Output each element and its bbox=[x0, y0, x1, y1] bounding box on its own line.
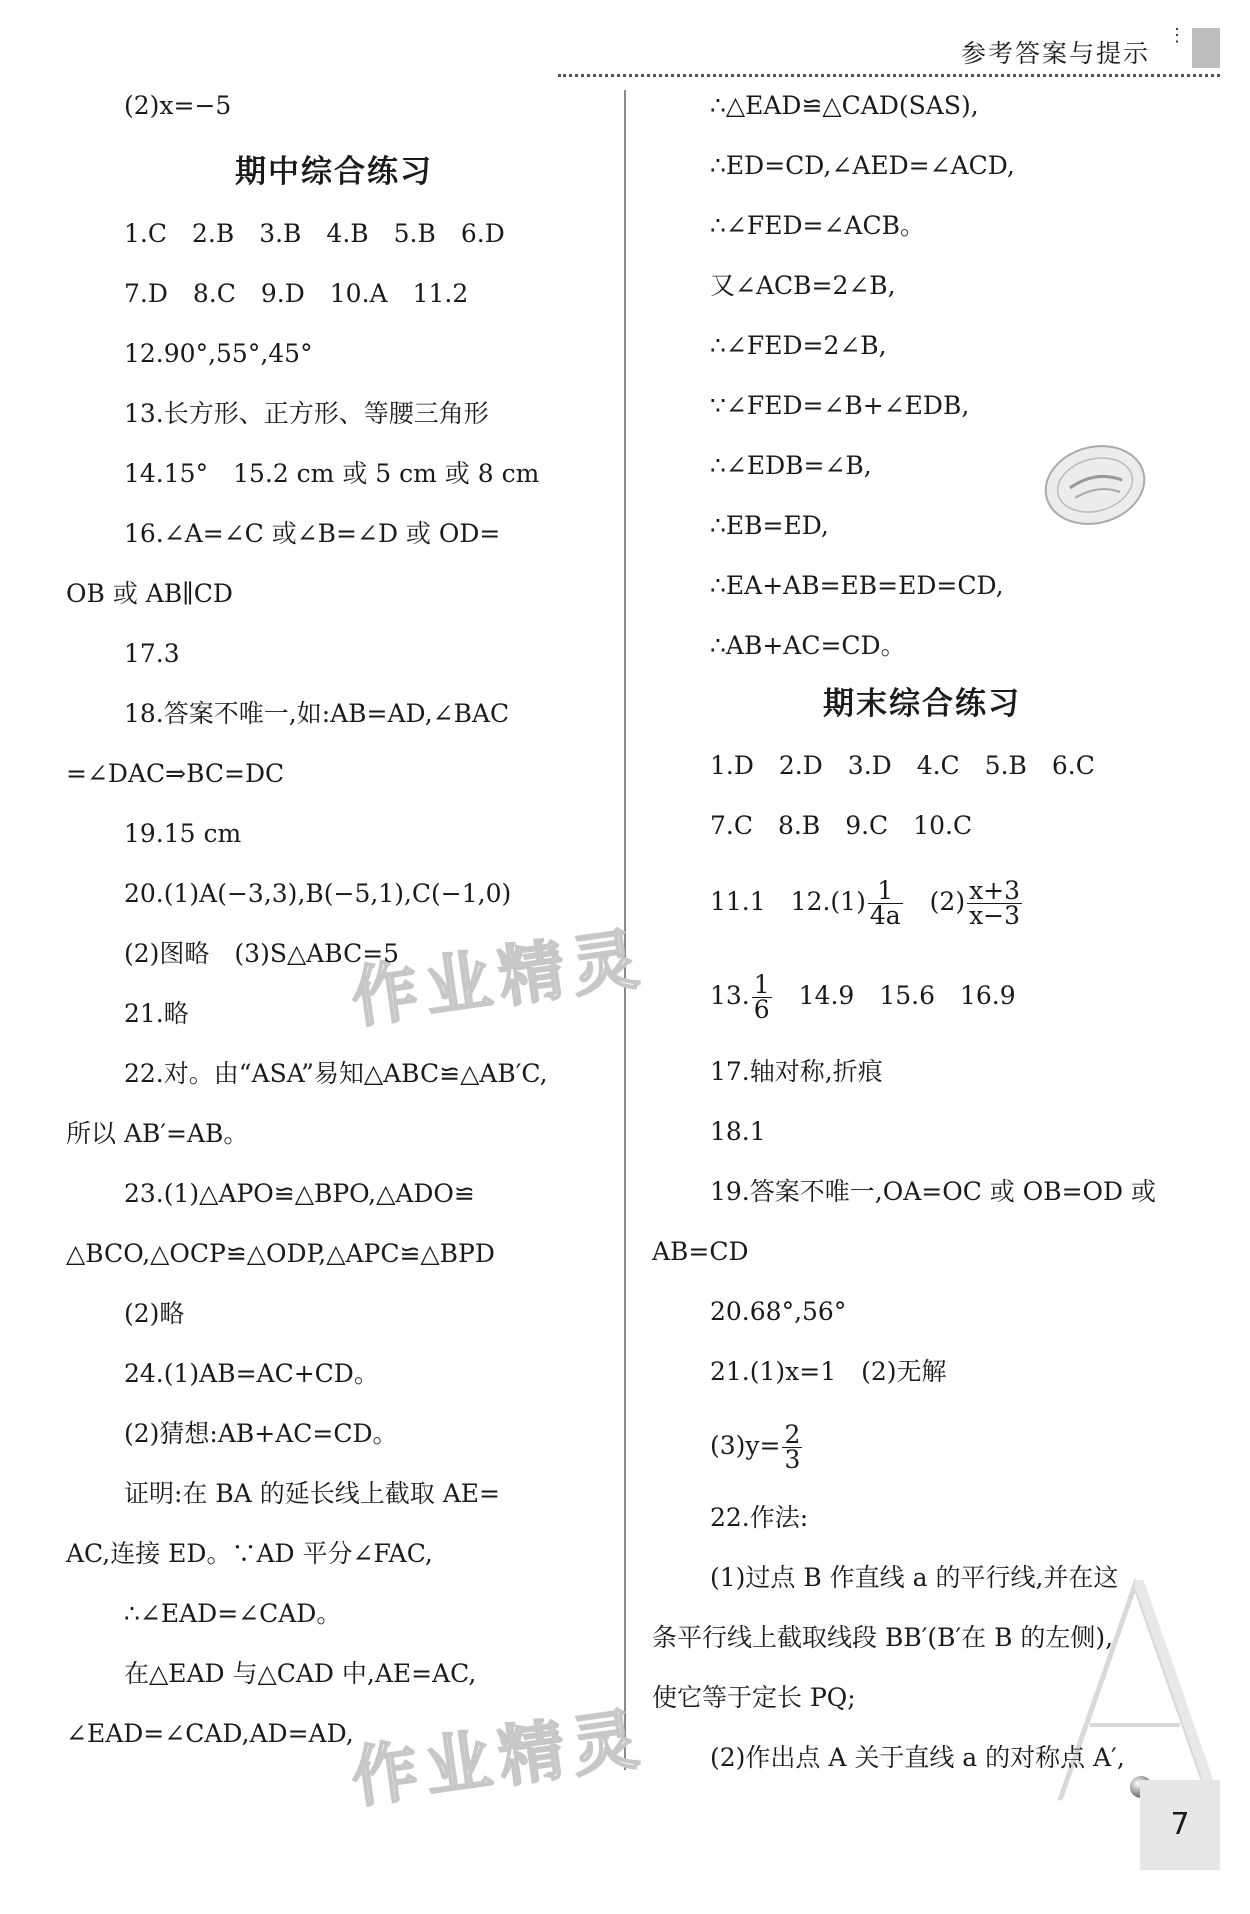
proof-line: ∵∠FED=∠B+∠EDB, bbox=[710, 391, 970, 420]
answer-line: 7.C 8.B 9.C 10.C bbox=[710, 811, 973, 840]
fraction bbox=[752, 970, 772, 1024]
answer-line: 7.D 8.C 9.D 10.A 11.2 bbox=[124, 279, 469, 308]
answer-line: 12.90°,55°,45° bbox=[124, 339, 313, 368]
answer-line: (2)图略 (3)S△ABC=5 bbox=[124, 939, 400, 968]
proof-line: ∴AB+AC=CD。 bbox=[710, 631, 906, 660]
fraction-denominator: 3 bbox=[784, 1445, 801, 1474]
answer-line: (2)作出点 A 关于直线 a 的对称点 A′, bbox=[710, 1743, 1125, 1772]
answer-line: 条平行线上截取线段 BB′(B′在 B 的左侧), bbox=[652, 1623, 1114, 1652]
answer-line: 13.长方形、正方形、等腰三角形 bbox=[124, 399, 489, 428]
section-title-midterm: 期中综合练习 bbox=[235, 154, 433, 190]
proof-line: ∴∠FED=∠ACB。 bbox=[710, 211, 925, 240]
watermark-text: 作业精灵 bbox=[346, 919, 651, 1038]
answer-line: 17.3 bbox=[124, 639, 180, 668]
proof-line: ∴∠EDB=∠B, bbox=[710, 451, 872, 480]
fraction-numerator: 2 bbox=[784, 1420, 801, 1449]
header-rule bbox=[558, 74, 1220, 77]
answer-line: 16.∠A=∠C 或∠B=∠D 或 OD= bbox=[124, 519, 501, 548]
section-title-final: 期末综合练习 bbox=[823, 686, 1021, 722]
answer-line: OB 或 AB∥CD bbox=[66, 579, 233, 608]
answer-line: 在△EAD 与△CAD 中,AE=AC, bbox=[124, 1659, 477, 1688]
answer-line: 19.答案不唯一,OA=OC 或 OB=OD 或 bbox=[710, 1177, 1157, 1206]
fraction-denominator: 6 bbox=[753, 995, 770, 1024]
answer-line: 20.68°,56° bbox=[710, 1297, 847, 1326]
fraction bbox=[782, 1420, 802, 1474]
answer-line: (2)略 bbox=[124, 1299, 185, 1328]
answer-line: 1.D 2.D 3.D 4.C 5.B 6.C bbox=[710, 751, 1095, 780]
fraction-denominator: 4a bbox=[869, 901, 901, 930]
answer-line: 22.对。由“ASA”易知△ABC≌△AB′C, bbox=[124, 1059, 548, 1088]
answer-text: (2) bbox=[904, 887, 966, 916]
answer-line: 19.15 cm bbox=[124, 819, 242, 848]
fraction-numerator: 1 bbox=[753, 970, 770, 999]
answer-text: 11.1 12.(1) bbox=[710, 887, 866, 916]
header-tab-decoration bbox=[1192, 28, 1220, 68]
answer-line: (1)过点 B 作直线 a 的平行线,并在这 bbox=[710, 1563, 1119, 1592]
answer-line: 23.(1)△APO≌△BPO,△ADO≌ bbox=[124, 1179, 475, 1208]
proof-line: 又∠ACB=2∠B, bbox=[710, 271, 896, 300]
page-number: 7 bbox=[1140, 1780, 1220, 1870]
answer-line: ∠EAD=∠CAD,AD=AD, bbox=[66, 1719, 354, 1748]
answer-line: 21.(1)x=1 (2)无解 bbox=[710, 1357, 947, 1386]
answer-line-fractions bbox=[652, 966, 1192, 1026]
header-dots-decoration: ⋮ bbox=[1168, 25, 1186, 46]
answer-line: 18.答案不唯一,如:AB=AD,∠BAC bbox=[124, 699, 510, 728]
answer-line: 所以 AB′=AB。 bbox=[66, 1119, 249, 1148]
answer-line: =∠DAC⇒BC=DC bbox=[66, 759, 285, 788]
answer-line: 17.轴对称,折痕 bbox=[710, 1057, 883, 1086]
answer-line: △BCO,△OCP≌△ODP,△APC≌△BPD bbox=[66, 1239, 495, 1268]
fraction bbox=[868, 876, 903, 930]
fraction bbox=[967, 876, 1022, 930]
proof-line: ∴EB=ED, bbox=[710, 511, 829, 540]
proof-line: ∴ED=CD,∠AED=∠ACD, bbox=[710, 151, 1015, 180]
answer-line: ∴∠EAD=∠CAD。 bbox=[124, 1599, 342, 1628]
answer-line: 证明:在 BA 的延长线上截取 AE= bbox=[124, 1479, 500, 1508]
proof-line: ∴EA+AB=EB=ED=CD, bbox=[710, 571, 1004, 600]
answer-line: AC,连接 ED。∵AD 平分∠FAC, bbox=[66, 1539, 433, 1568]
fraction-numerator: 1 bbox=[868, 879, 903, 904]
fraction-denominator: x−3 bbox=[969, 901, 1021, 930]
answer-line: 18.1 bbox=[710, 1117, 766, 1146]
answer-line: 14.15° 15.2 cm 或 5 cm 或 8 cm bbox=[124, 459, 540, 488]
answer-text: 13. bbox=[710, 981, 750, 1010]
page-header-title: 参考答案与提示 bbox=[960, 39, 1150, 68]
answer-line-fractions bbox=[652, 872, 1192, 932]
answer-line: 使它等于定长 PQ; bbox=[652, 1683, 856, 1712]
proof-line: ∴∠FED=2∠B, bbox=[710, 331, 887, 360]
answer-text: 14.9 15.6 16.9 bbox=[773, 981, 1016, 1010]
answer-line: AB=CD bbox=[652, 1237, 749, 1266]
watermark-text: 作业精灵 bbox=[346, 1699, 651, 1818]
answer-line: 24.(1)AB=AC+CD。 bbox=[124, 1359, 379, 1388]
answer-line-fractions bbox=[652, 1416, 1192, 1476]
answer-line: 1.C 2.B 3.B 4.B 5.B 6.D bbox=[124, 219, 505, 248]
answer-line: 20.(1)A(−3,3),B(−5,1),C(−1,0) bbox=[124, 879, 512, 908]
answer-line: (2)x=−5 bbox=[124, 91, 232, 120]
fraction-numerator: x+3 bbox=[969, 876, 1021, 905]
answer-line: 22.作法: bbox=[710, 1503, 809, 1532]
answer-line: 21.略 bbox=[124, 999, 189, 1028]
answer-line: (2)猜想:AB+AC=CD。 bbox=[124, 1419, 398, 1448]
proof-line: ∴△EAD≌△CAD(SAS), bbox=[710, 91, 979, 120]
answer-text: (3)y= bbox=[710, 1431, 781, 1460]
